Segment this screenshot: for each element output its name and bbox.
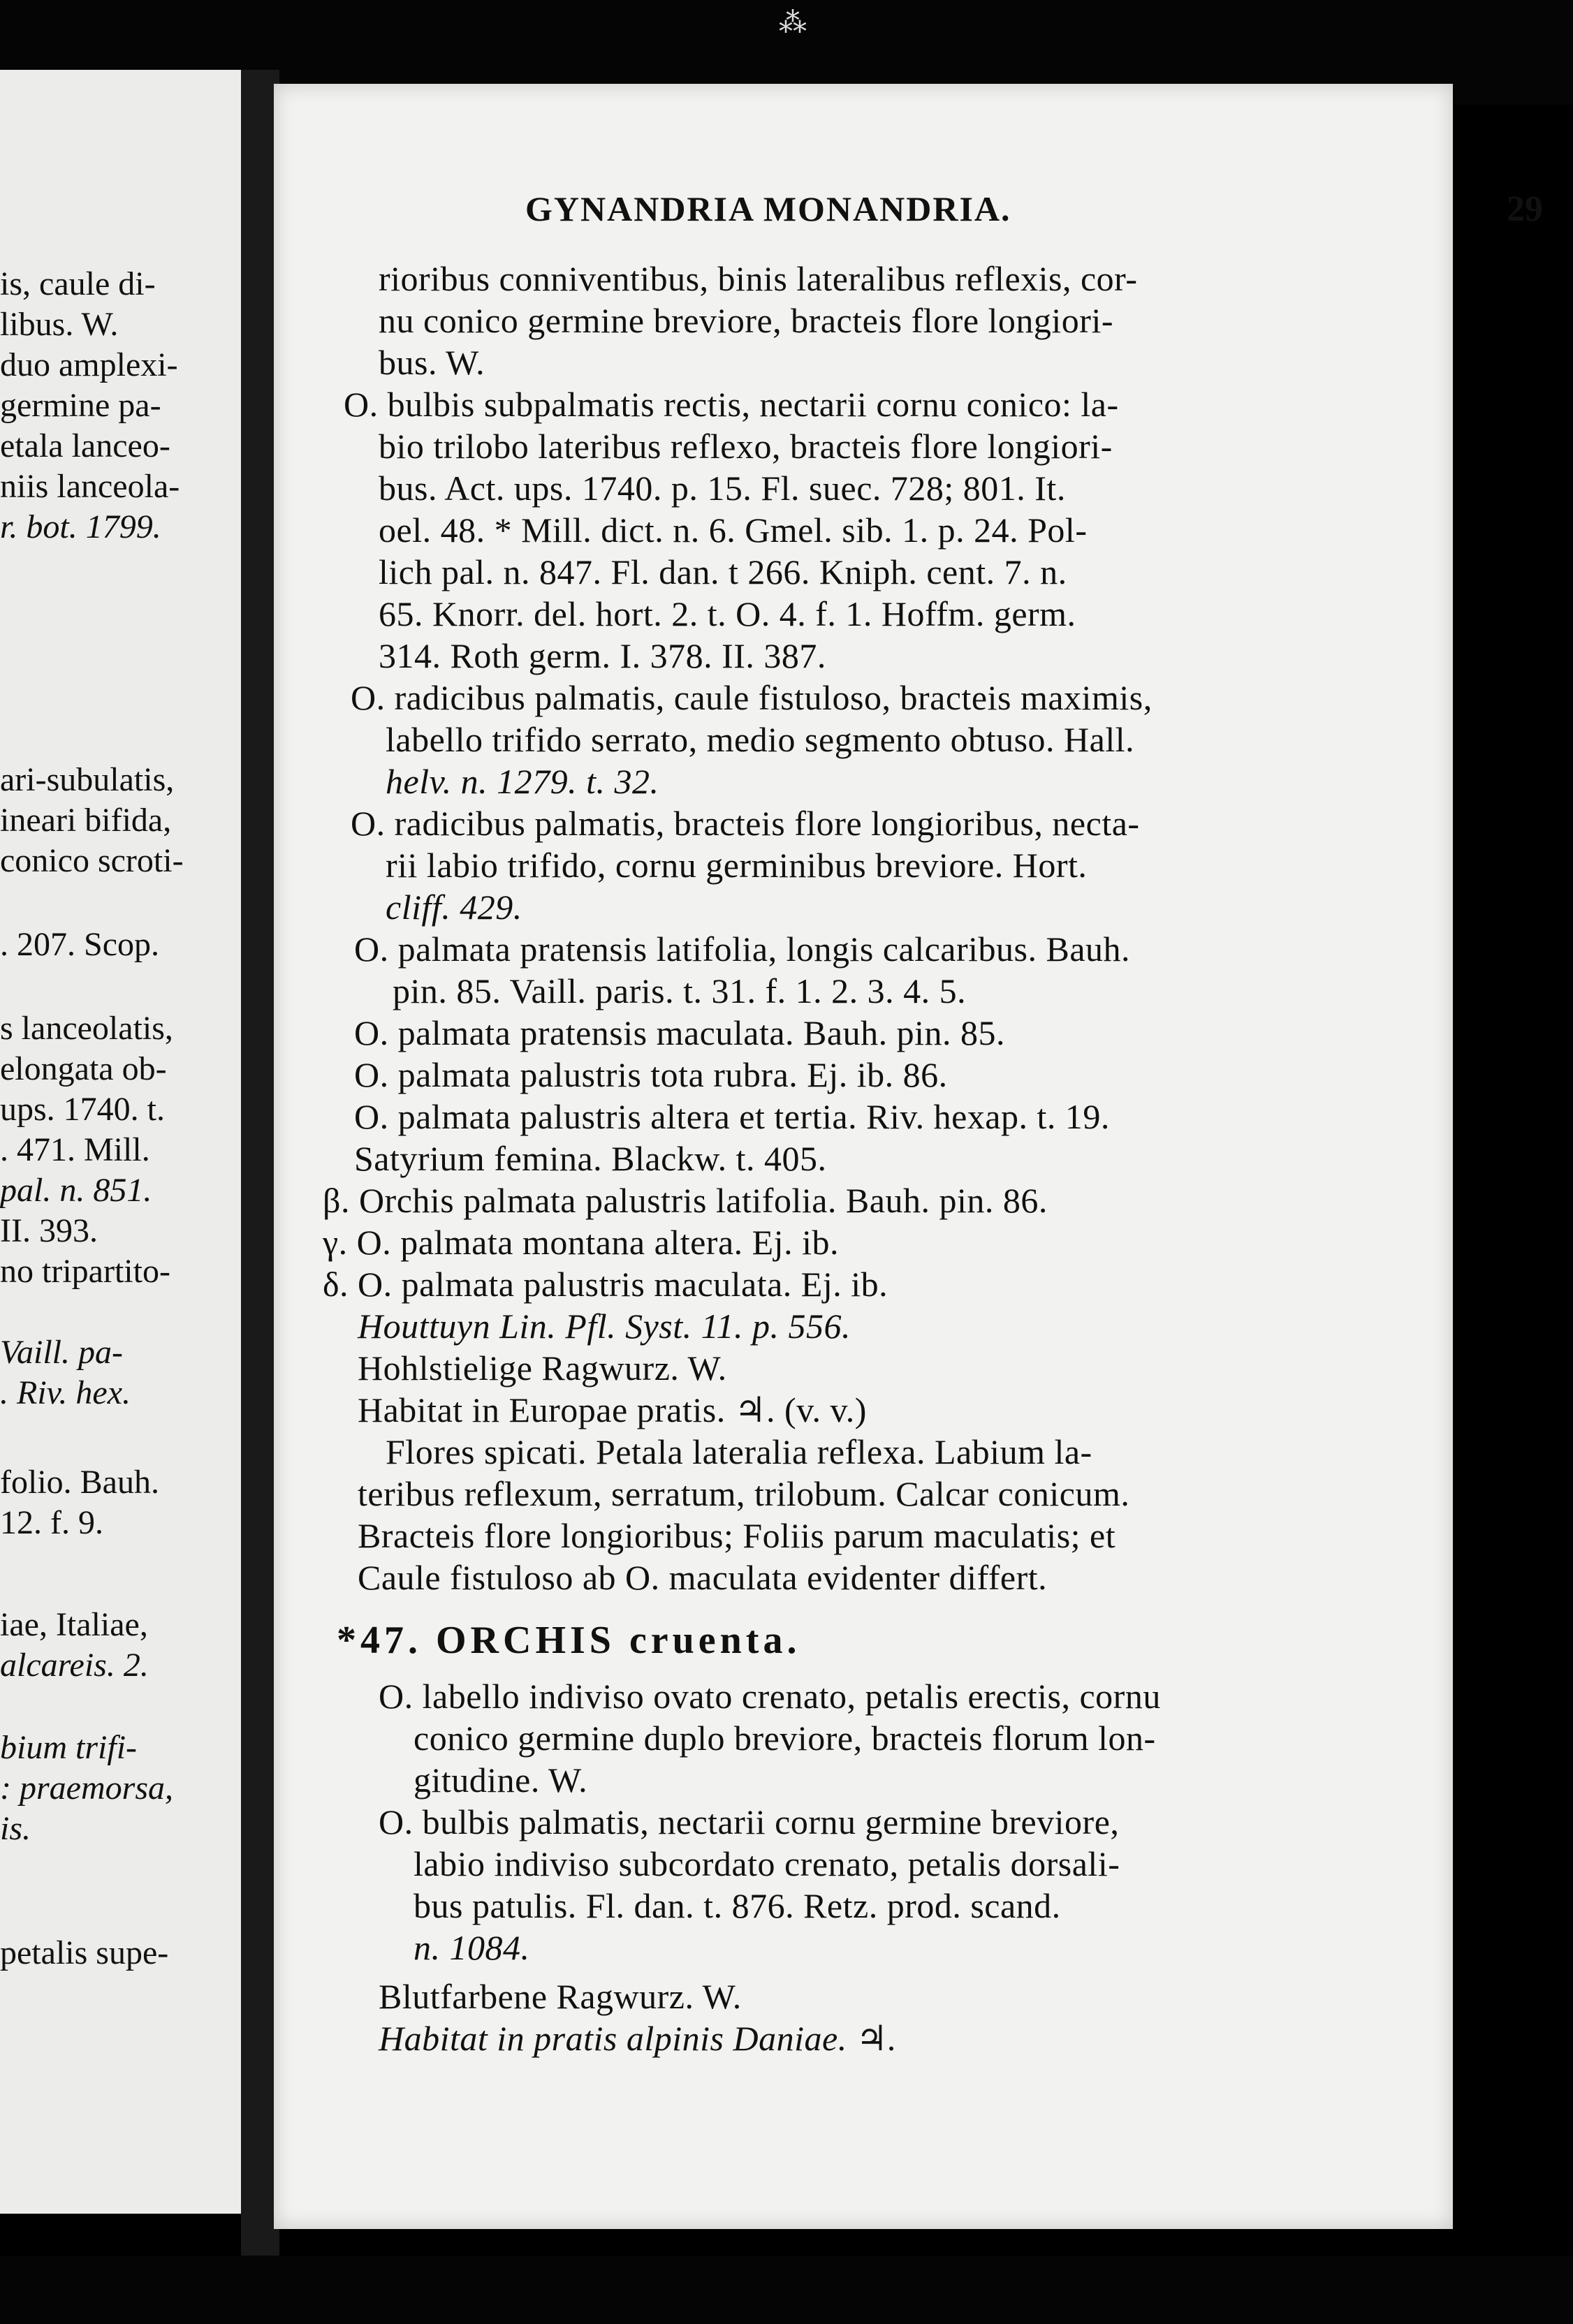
text-line: labio indiviso subcordato crenato, petalis dorsali- [414, 1844, 1120, 1883]
left-line: germine pa- [0, 387, 161, 424]
text-line: Hohlstielige Ragwurz. W. [358, 1348, 727, 1388]
text-line: O. radicibus palmatis, bracteis flore longioribus, necta- [351, 804, 1140, 843]
text-line: nu conico germine breviore, bracteis flore longiori- [379, 301, 1114, 340]
text-line: cliff. 429. [386, 888, 522, 927]
scan-artifact: ⁂ [779, 7, 807, 38]
text-line: rii labio trifido, cornu germinibus breviore. Hort. [386, 846, 1088, 885]
book-page [274, 84, 1543, 2229]
left-line: ups. 1740. t. [0, 1091, 166, 1128]
text-line: O. labello indiviso ovato crenato, petalis erectis, cornu [379, 1677, 1161, 1716]
text-line: bio trilobo lateribus reflexo, bracteis flore longiori- [379, 427, 1113, 466]
text-line: O. palmata pratensis latifolia, longis calcaribus. Bauh. [354, 929, 1131, 969]
text-line: n. 1084. [414, 1928, 530, 1967]
left-line: petalis supe- [0, 1934, 169, 1971]
left-page-fragment [0, 70, 243, 2214]
text-line: Caule fistuloso ab O. maculata evidenter differt. [358, 1558, 1048, 1597]
left-line: libus. W. [0, 306, 119, 343]
left-line: . Riv. hex. [0, 1374, 131, 1411]
left-line: II. 393. [0, 1212, 98, 1249]
text-line: rioribus conniventibus, binis lateralibus reflexis, cor- [379, 259, 1138, 298]
text-line: O. palmata palustris tota rubra. Ej. ib. 86. [354, 1055, 948, 1094]
left-line: s lanceolatis, [0, 1010, 173, 1047]
text-line: Flores spicati. Petala lateralia reflexa. Labium la- [386, 1432, 1092, 1471]
left-line: ineari bifida, [0, 802, 172, 839]
text-line: lich pal. n. 847. Fl. dan. t 266. Kniph. cent. 7. n. [379, 552, 1067, 591]
left-line: r. bot. 1799. [0, 508, 161, 545]
left-line: is. [0, 1810, 31, 1847]
text-line: β. Orchis palmata palustris latifolia. Bauh. pin. 86. [323, 1181, 1048, 1220]
text-line: helv. n. 1279. t. 32. [386, 762, 659, 801]
left-line: etala lanceo- [0, 427, 170, 464]
left-line: niis lanceola- [0, 468, 180, 505]
text-line: δ. O. palmata palustris maculata. Ej. ib. [323, 1265, 888, 1304]
text-line: Satyrium femina. Blackw. t. 405. [354, 1139, 827, 1178]
text-line: O. bulbis palmatis, nectarii cornu germine breviore, [379, 1802, 1120, 1841]
text-line: O. palmata pratensis maculata. Bauh. pin. 85. [354, 1013, 1005, 1052]
text-line: gitudine. W. [414, 1760, 588, 1800]
left-line: . 207. Scop. [0, 926, 159, 963]
left-line: Vaill. pa- [0, 1334, 123, 1371]
text-line: Bracteis flore longioribus; Foliis parum maculatis; et [358, 1516, 1116, 1555]
text-line: γ. O. palmata montana altera. Ej. ib. [323, 1223, 839, 1262]
text-line: labello trifido serrato, medio segmento obtuso. Hall. [386, 720, 1135, 759]
text-line: O. radicibus palmatis, caule fistuloso, bracteis maximis, [351, 678, 1153, 717]
left-line: no tripartito- [0, 1253, 170, 1290]
left-line: ari-subulatis, [0, 761, 175, 798]
scan-border-bottom [0, 2256, 1573, 2324]
left-line: 12. f. 9. [0, 1504, 103, 1541]
text-line: Habitat in pratis alpinis Daniae. ♃. [379, 2019, 898, 2058]
left-line: : praemorsa, [0, 1770, 173, 1807]
text-line: O. palmata palustris altera et tertia. Riv. hexap. t. 19. [354, 1097, 1110, 1136]
text-line: oel. 48. * Mill. dict. n. 6. Gmel. sib. 1. p. 24. Pol- [379, 510, 1088, 550]
text-line: Houttuyn Lin. Pfl. Syst. 11. p. 556. [358, 1307, 851, 1346]
text-line: bus patulis. Fl. dan. t. 876. Retz. prod. scand. [414, 1886, 1061, 1925]
left-line: duo amplexi- [0, 346, 178, 383]
text-line: bus. Act. ups. 1740. p. 15. Fl. suec. 728; 801. It. [379, 469, 1066, 508]
left-line: elongata ob- [0, 1050, 167, 1087]
text-line: bus. W. [379, 343, 485, 382]
text-line: teribus reflexum, serratum, trilobum. Calcar conicum. [358, 1474, 1130, 1513]
left-line: pal. n. 851. [0, 1172, 152, 1209]
text-line: Habitat in Europae pratis. ♃. (v. v.) [358, 1390, 867, 1429]
page-number: 29 [1507, 189, 1543, 229]
left-line: is, caule di- [0, 265, 156, 302]
text-line: 314. Roth germ. I. 378. II. 387. [379, 636, 826, 675]
running-title: GYNANDRIA MONANDRIA. [525, 189, 1011, 228]
left-line: iae, Italiae, [0, 1606, 148, 1643]
left-line: bium trifi- [0, 1729, 138, 1766]
left-line: alcareis. 2. [0, 1647, 149, 1684]
left-line: folio. Bauh. [0, 1464, 159, 1501]
text-line: conico germine duplo breviore, bracteis florum lon- [414, 1719, 1156, 1758]
left-line: . 471. Mill. [0, 1131, 150, 1168]
text-line: Blutfarbene Ragwurz. W. [379, 1977, 742, 2016]
species-heading: *47. ORCHIS cruenta. [337, 1619, 801, 1662]
text-line: pin. 85. Vaill. paris. t. 31. f. 1. 2. 3. 4. 5. [393, 971, 967, 1010]
text-line: O. bulbis subpalmatis rectis, nectarii cornu conico: la- [344, 385, 1119, 424]
text-line: 65. Knorr. del. hort. 2. t. O. 4. f. 1. Hoffm. germ. [379, 594, 1076, 633]
left-line: conico scroti- [0, 842, 184, 879]
